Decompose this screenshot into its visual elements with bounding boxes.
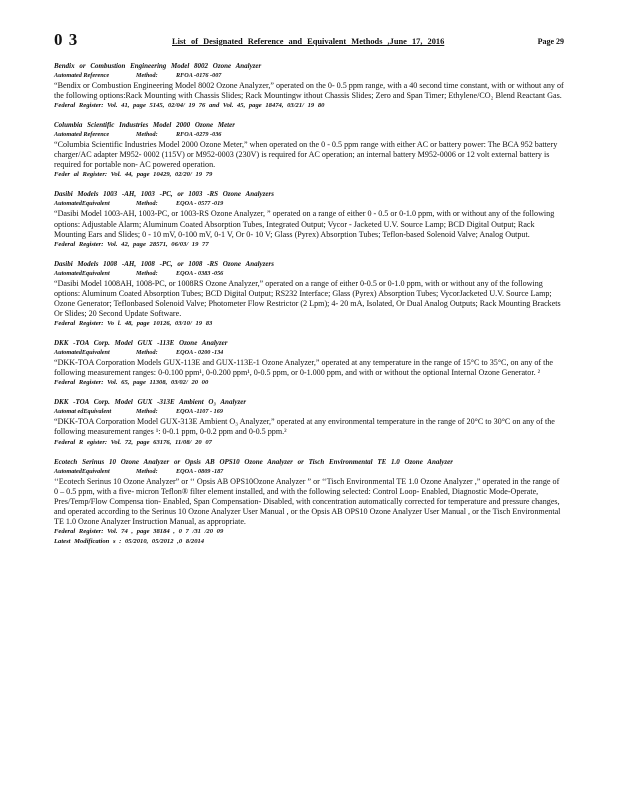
entry-title: Columbia Scientific Industries Model 2000 Ozone Meter: [54, 121, 235, 130]
federal-register-citation: Federal R egister: Vol. 72, page 63176, 11/08/ 20 07: [54, 438, 212, 446]
entry-designation: [54, 348, 564, 357]
entry-title: Dasibi Models 1008 -AH, 1008 -PC, or 1008 -RS Ozone Analyzers: [54, 259, 274, 268]
document-page: [54, 30, 564, 546]
method-entry: [54, 458, 564, 546]
method-entry: [54, 62, 564, 111]
method-label: Method:: [136, 131, 158, 139]
entry-description: “Dasibi Model 1008AH, 1008-PC, or 1008RS Ozone Analyzer,” operated on a range of either 0-0.5 or 0-1.0 ppm, with or without any of the following options: Aluminum Coated Absorption Tubes; BCD Digital Output; RS232 Interface; Glass (Pyrex) Absorption Tubes; VycorJacketed U.V. Source Lamp; Ozone Generator; Teflonbased Solenoid Valve; Photometer Flow Restrictor (2 Lpm); 4- 20 mA, Isolated, Or Dual Analog Outputs; Rack Mounting Brackets Or Slides; 20 Second Update Software.: [54, 278, 561, 319]
method-entry: [54, 121, 564, 180]
entry-title: Dasibi Models 1003 -AH, 1003 -PC, or 1003 -RS Ozone Analyzers: [54, 190, 274, 199]
page-number: Page 29: [537, 37, 564, 46]
entry-designation: [54, 269, 564, 278]
method-id: RFOA -0176 -007: [176, 72, 222, 79]
method-label: Method:: [136, 72, 158, 79]
method-entry: [54, 398, 564, 447]
entry-description: ‘‘Ecotech Serinus 10 Ozone Analyzer” or ‘‘ Opsis AB OPS10Ozone Analyzer ” or ‘‘Tisch Environmental TE 1.0 Ozone Analyzer ,” operated in the range of 0 – 0.5 ppm, with a five- micron Teflon® filter element installed, and with the following selected: Control Loop- Enabled, Diagnostic Mode-Operate, Pres/Temp/Flow Compensa tion- Enabled, Span Compensation- Disabled, with concentration automatically corrected for temperature and pressure changes, and operated according to the Serinus 10 Ozone Analyzer User Manual , or the Opsis AB OPS10 Ozone Analyzer User Manual , or the Tisch Environmental TE 1.0 Ozone Analyzer Instruction Manual, as appropriate.: [54, 476, 561, 526]
method-label: Method:: [136, 349, 158, 357]
entry-title: Ecotech Serinus 10 Ozone Analyzer or Opsis AB OPS10 Ozone Analyzer or Tisch Environmental TE 1.0 Ozone Analyzer: [54, 457, 453, 466]
entry-description: “DKK-TOA Corporation Model GUX-313E Ambient O₃ Analyzer,” operated at any environmental temperature in the range of 20°C to 30°C on any of the following measurement ranges ¹: 0-0.1 ppm, 0-0.2 ppm and 0-0.5 ppm.²: [54, 417, 555, 437]
method-id: EQOA - 0577 -019: [176, 200, 224, 208]
method-id: EQOA - 0200 -134: [176, 349, 224, 357]
method-entry: [54, 260, 564, 329]
entry-description: “Bendix or Combustion Engineering Model 8002 Ozone Analyzer,” operated on the 0- 0.5 ppm range, with a 40 second time constant, with or without any of the following options:Rack Mounting with Chassis Slides; Rack Mountingw ithout Chassis Slides; Zero and Span Timer; Ethylene/CO₂ Blend Reactant Gas.: [54, 81, 564, 101]
method-entry: [54, 190, 564, 249]
method-type: Automat edEquivalent: [54, 408, 112, 416]
entry-designation: [54, 71, 564, 80]
entry-designation: [54, 130, 564, 139]
method-type: AutomatedEquivalent: [54, 349, 110, 357]
method-label: Method:: [136, 269, 158, 277]
method-id: RFOA -0279 -036: [176, 131, 222, 139]
page-header: [54, 30, 564, 52]
entry-description: “DKK-TOA Corporation Models GUX-113E and GUX-113E-1 Ozone Analyzer,” operated at any temperature in the range of 15°C to 35°C, on any of the following measurement ranges: 0-0.100 ppm¹, 0-0.200 ppm¹, 0-0.5 ppm, or 0-1.000 ppm, and with or without the optional Internal Ozone Generator. ²: [54, 358, 553, 378]
entry-description: “Columbia Scientific Industries Model 2000 Ozone Meter,” when operated on the 0 - 0.5 ppm range with either AC or battery power: The BCA 952 battery charger/AC adapter M952- 0002 (115V) or M952-0003 (230V) is required for AC operation; an internal battery M952-0006 or 12 volt external battery is required for portable non- AC powered operation.: [54, 140, 558, 170]
method-type: AutomatedEquivalent: [54, 467, 110, 475]
entry-designation: [54, 467, 564, 476]
method-label: Method:: [136, 467, 158, 475]
entry-title: DKK -TOA Corp. Model GUX -113E Ozone Analyzer: [54, 339, 228, 348]
federal-register-citation: Federal Register: Vol. 74 , page 38184 , 0 7 /31 /20 09: [54, 527, 224, 535]
federal-register-citation: Federal Register: Vol. 65, page 11308, 03/02/ 20 00: [54, 379, 209, 387]
method-type: Automated Reference: [54, 131, 110, 139]
method-type: AutomatedEquivalent: [54, 200, 110, 208]
entry-description: “Dasibi Model 1003-AH, 1003-PC, or 1003-RS Ozone Analyzer, ” operated on a range of either 0 - 0.5 or 0-1.0 ppm, with or without any of the following options: Adjustable Alarm; Aluminum Coated Absorption Tubes, Integrated Output; Vycor - Jacketed U.V. Source Lamp; BCD Digital Output; Rack Mounting Ears and Slides; 0 - 10 mV, 0-100 mV, 0-1 V, Or 0- 10 V; Glass (Pyrex) Absorption Tubes; Teflon-based Solenoid Valve; Analog Output.: [54, 209, 555, 239]
federal-register-citation: Federal Register: Vol. 42, page 28571, 06/03/ 19 77: [54, 240, 209, 248]
method-label: Method:: [136, 408, 158, 416]
method-id: EQOA - 0809 -187: [176, 467, 224, 475]
method-type: Automated Reference: [54, 72, 110, 79]
entry-title: Bendix or Combustion Engineering Model 8002 Ozone Analyzer: [54, 62, 262, 70]
method-id: EQOA - 0383 -056: [176, 269, 224, 277]
latest-modification: Latest Modification s : 05/2010, 05/2012 ,0 8/2014: [54, 537, 205, 545]
federal-register-citation: Feder al Register: Vol. 44, page 10429, 02/20/ 19 79: [54, 171, 213, 179]
document-title: List of Designated Reference and Equivalent Methods ,June 17, 2016: [172, 37, 445, 46]
entry-designation: [54, 407, 564, 416]
method-type: AutomatedEquivalent: [54, 269, 110, 277]
federal-register-citation: Federal Register: Vo l. 48, page 10126, 03/10/ 19 83: [54, 320, 213, 328]
federal-register-citation: Federal Register: Vol. 41, page 5145, 02/04/ 19 76 and Vol. 45, page 18474, 03/21/ 19 80: [54, 102, 325, 110]
entry-designation: [54, 199, 564, 208]
method-id: EQOA -1107 - 169: [176, 408, 223, 416]
entry-title: DKK -TOA Corp. Model GUX -313E Ambient O₃ Analyzer: [54, 398, 247, 407]
method-entry: [54, 339, 564, 388]
method-label: Method:: [136, 200, 158, 208]
section-number: 0 3: [54, 30, 79, 49]
